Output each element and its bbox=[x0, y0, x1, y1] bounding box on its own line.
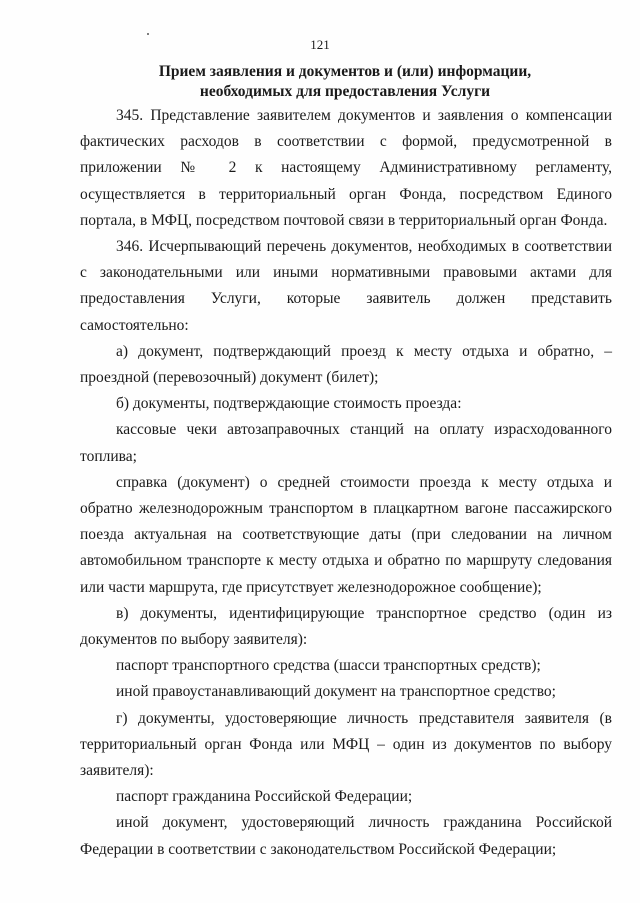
scan-speck bbox=[147, 33, 149, 35]
page-number: 121 bbox=[310, 37, 330, 52]
list-item-g-passport: паспорт гражданина Российской Федерации; bbox=[116, 788, 413, 806]
list-item-v-passport: паспорт транспортного средства (шасси транспортных средств); bbox=[116, 657, 541, 675]
list-item-g-other: иной документ, удостоверяющий личность гражданина Российской Федерации в соответствии с законодательством Российской Федерации; bbox=[80, 814, 612, 858]
section-heading bbox=[80, 62, 610, 102]
list-item-g: г) документы, удостоверяющие личность представителя заявителя (в территориальный орган Фонда или МФЦ – один из документов по выбору заявителя): bbox=[80, 709, 612, 780]
document-body bbox=[80, 103, 612, 863]
list-item-v: в) документы, идентифицирующие транспортное средство (один из документов по выбору заявителя): bbox=[80, 604, 612, 649]
list-item-b-certificate: справка (документ) о средней стоимости проезда к месту отдыха и обратно железнодорожным транспортом в плацкартном вагоне пассажирского поезда актуальная на соответствующие даты (при следовании на личном автомобильном транспорте к месту отдыха и обратно по маршруту следования или части маршрута, где присутствует железнодорожное сообщение); bbox=[80, 473, 612, 596]
list-item-b: б) документы, подтверждающие стоимость проезда: bbox=[116, 395, 462, 413]
paragraph-346: 346. Исчерпывающий перечень документов, необходимых в соответствии с законодательными или иными нормативными правовыми актами для предоставления Услуги, которые заявитель должен представить самостоятельно: bbox=[80, 238, 612, 334]
paragraph-345: 345. Представление заявителем документов и заявления о компенсации фактических расходов в соответствии с формой, предусмотренной в приложении № 2 к настоящему Административному регламенту, осуществляется в территориальный орган Фонда, посредством Единого портала, в МФЦ, посредством почтовой связи в территориальный орган Фонда. bbox=[80, 107, 612, 229]
list-item-v-other: иной правоустанавливающий документ на транспортное средство; bbox=[116, 683, 556, 701]
list-item-b-receipts: кассовые чеки автозаправочных станций на оплату израсходованного топлива; bbox=[80, 421, 612, 465]
section-heading-line-1: Прием заявления и документов и (или) информации, bbox=[158, 63, 532, 80]
section-heading-line-2: необходимых для предоставления Услуги bbox=[199, 83, 491, 100]
list-item-a: а) документ, подтверждающий проезд к месту отдыха и обратно, – проездной (перевозочный) документ (билет); bbox=[80, 342, 612, 387]
